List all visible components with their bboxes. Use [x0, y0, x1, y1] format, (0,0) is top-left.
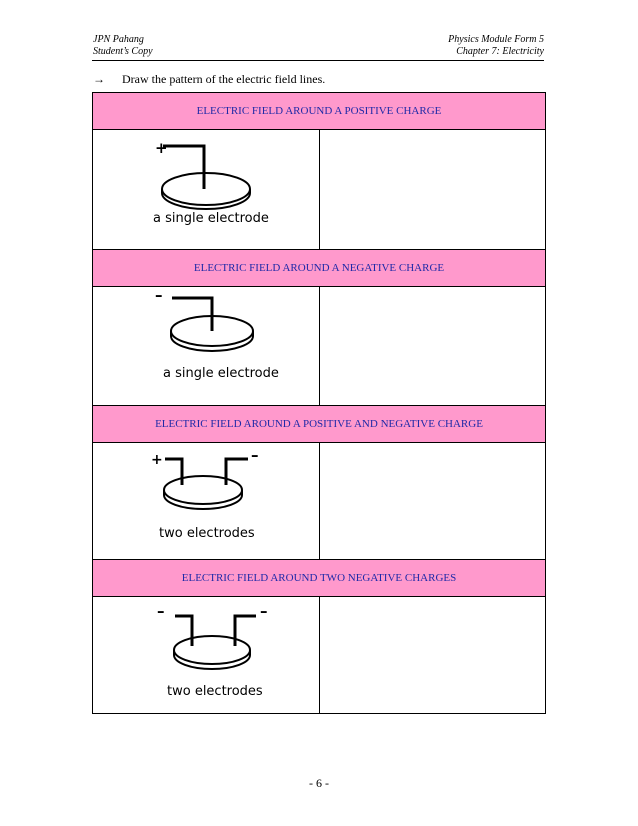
header-school: JPN Pahang	[93, 34, 144, 45]
negative-sign: –	[155, 286, 163, 304]
instruction-text: Draw the pattern of the electric field lines.	[122, 72, 326, 86]
section-heading-positive: ELECTRIC FIELD AROUND A POSITIVE CHARGE	[93, 93, 545, 129]
section-heading-positive-negative: ELECTRIC FIELD AROUND A POSITIVE AND NEGATIVE CHARGE	[93, 406, 545, 442]
figure-two-electrodes-pos-neg	[93, 442, 319, 559]
header-left	[93, 34, 153, 58]
electrode-diagram	[93, 129, 319, 249]
drawing-area[interactable]	[320, 129, 545, 249]
electrode-caption: two electrodes	[167, 684, 263, 699]
electrode-diagram	[93, 286, 319, 405]
negative-sign: –	[260, 602, 268, 620]
header-copy-type: Student’s Copy	[93, 46, 153, 57]
electrode-caption: a single electrode	[153, 211, 269, 226]
electrode-disc	[174, 636, 250, 664]
figure-single-electrode-positive	[93, 129, 319, 249]
figure-two-electrodes-neg-neg	[93, 596, 319, 713]
header-chapter: Chapter 7: Electricity	[456, 46, 544, 57]
arrow-icon: →	[93, 72, 105, 86]
drawing-area[interactable]	[320, 442, 545, 559]
instruction	[93, 72, 325, 86]
header-divider	[92, 60, 544, 61]
figure-single-electrode-negative	[93, 286, 319, 405]
section-heading-two-negative: ELECTRIC FIELD AROUND TWO NEGATIVE CHARGES	[93, 560, 545, 596]
electrode-caption: a single electrode	[163, 366, 279, 381]
electrode-caption: two electrodes	[159, 526, 255, 541]
positive-sign: +	[151, 452, 163, 468]
page-number: - 6 -	[309, 776, 329, 790]
drawing-area[interactable]	[320, 596, 545, 713]
header-right	[448, 34, 544, 58]
electrode-diagram	[93, 442, 319, 559]
drawing-area[interactable]	[320, 286, 545, 405]
positive-sign: +	[155, 139, 168, 157]
worksheet-table	[92, 92, 546, 714]
electrode-disc	[164, 476, 242, 504]
section-heading-negative: ELECTRIC FIELD AROUND A NEGATIVE CHARGE	[93, 250, 545, 286]
header-module: Physics Module Form 5	[448, 34, 544, 45]
electrode-disc	[162, 173, 250, 205]
negative-sign: –	[251, 446, 259, 464]
negative-sign: –	[157, 602, 165, 620]
